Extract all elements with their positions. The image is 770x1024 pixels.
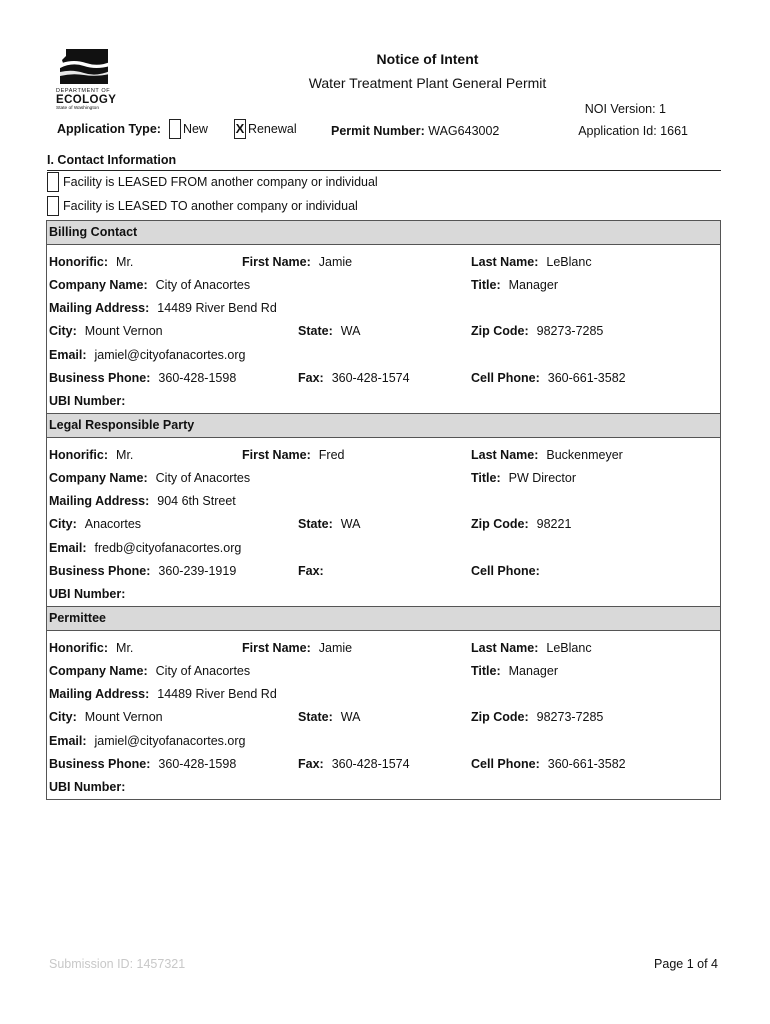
- legal-mailing: 904 6th Street: [157, 494, 236, 508]
- honorific-label: Honorific:: [49, 641, 109, 655]
- page-number: Page 1 of 4: [654, 957, 718, 971]
- billing-cell-phone: 360-661-3582: [547, 371, 626, 385]
- cell-phone-label: Cell Phone:: [471, 564, 540, 578]
- permittee-email: jamiel@cityofanacortes.org: [94, 734, 246, 748]
- honorific-label: Honorific:: [49, 448, 109, 462]
- email-label: Email:: [49, 734, 87, 748]
- billing-state: WA: [340, 324, 361, 338]
- city-label: City:: [49, 710, 77, 724]
- permittee-last-name: LeBlanc: [546, 641, 592, 655]
- billing-company: City of Anacortes: [155, 278, 251, 292]
- new-checkbox[interactable]: [169, 119, 181, 139]
- permittee-email-row: [49, 734, 719, 752]
- billing-mailing-row: [49, 301, 719, 319]
- lease-to-row: [47, 196, 358, 216]
- legal-zip: 98221: [536, 517, 572, 531]
- state-label: State:: [298, 324, 333, 338]
- page-subtitle: Water Treatment Plant General Permit: [308, 75, 547, 91]
- permittee-company-row: [49, 664, 719, 682]
- first-name-label: First Name:: [242, 448, 311, 462]
- section-heading: I. Contact Information: [47, 153, 177, 167]
- billing-fax: 360-428-1574: [331, 371, 410, 385]
- billing-first-name: Jamie: [318, 255, 353, 269]
- logo-name: ECOLOGY: [56, 94, 117, 106]
- last-name-label: Last Name:: [471, 255, 539, 269]
- first-name-label: First Name:: [242, 641, 311, 655]
- ubi-label: UBI Number:: [49, 587, 126, 601]
- billing-email-row: [49, 348, 719, 366]
- permittee-company: City of Anacortes: [155, 664, 251, 678]
- billing-honorific: Mr.: [116, 255, 134, 269]
- zip-label: Zip Code:: [471, 710, 529, 724]
- permittee-phone-row: [49, 757, 719, 775]
- page-title: Notice of Intent: [376, 51, 479, 67]
- city-label: City:: [49, 517, 77, 531]
- contact-table: [46, 220, 721, 800]
- billing-city: Mount Vernon: [84, 324, 163, 338]
- legal-city: Anacortes: [84, 517, 142, 531]
- billing-company-row: [49, 278, 719, 296]
- permittee-city-row: [49, 710, 719, 728]
- business-phone-label: Business Phone:: [49, 757, 151, 771]
- permittee-cell-phone: 360-661-3582: [547, 757, 626, 771]
- title-label: Title:: [471, 278, 501, 292]
- billing-last-name: LeBlanc: [546, 255, 592, 269]
- email-label: Email:: [49, 348, 87, 362]
- company-label: Company Name:: [49, 471, 148, 485]
- noi-version: NOI Version: 1: [584, 102, 666, 116]
- permittee-title: Manager: [508, 664, 558, 678]
- fax-label: Fax:: [298, 371, 324, 385]
- permittee-city: Mount Vernon: [84, 710, 163, 724]
- legal-email: fredb@cityofanacortes.org: [94, 541, 242, 555]
- application-type-row: [57, 118, 297, 140]
- business-phone-label: Business Phone:: [49, 371, 151, 385]
- state-label: State:: [298, 710, 333, 724]
- company-label: Company Name:: [49, 664, 148, 678]
- permit-number-label: Permit Number:: [331, 124, 425, 138]
- legal-party-heading: Legal Responsible Party: [47, 413, 720, 438]
- state-label: State:: [298, 517, 333, 531]
- fax-label: Fax:: [298, 757, 324, 771]
- title-label: Title:: [471, 664, 501, 678]
- permit-number: [331, 124, 499, 138]
- permittee-business-phone: 360-428-1598: [158, 757, 237, 771]
- legal-phone-row: [49, 564, 719, 582]
- billing-email: jamiel@cityofanacortes.org: [94, 348, 246, 362]
- fax-label: Fax:: [298, 564, 324, 578]
- section-divider: [47, 170, 721, 171]
- permittee-fax: 360-428-1574: [331, 757, 410, 771]
- permittee-zip: 98273-7285: [536, 710, 604, 724]
- mailing-label: Mailing Address:: [49, 494, 150, 508]
- legal-company: City of Anacortes: [155, 471, 251, 485]
- legal-first-name: Fred: [318, 448, 345, 462]
- legal-mailing-row: [49, 494, 719, 512]
- application-type-label: Application Type:: [57, 122, 161, 136]
- lease-to-label: Facility is LEASED TO another company or individual: [63, 199, 358, 213]
- title-label: Title:: [471, 471, 501, 485]
- legal-name-row: [49, 448, 719, 466]
- permittee-mailing: 14489 River Bend Rd: [157, 687, 277, 701]
- legal-email-row: [49, 541, 719, 559]
- ubi-label: UBI Number:: [49, 394, 126, 408]
- company-label: Company Name:: [49, 278, 148, 292]
- renewal-checkbox[interactable]: X: [234, 119, 246, 139]
- legal-last-name: Buckenmeyer: [546, 448, 623, 462]
- cell-phone-label: Cell Phone:: [471, 371, 540, 385]
- billing-ubi-row: [49, 394, 719, 412]
- logo-dept-text: DEPARTMENT OF: [56, 88, 111, 94]
- billing-city-row: [49, 324, 719, 342]
- permit-number-value: WAG643002: [428, 124, 500, 138]
- last-name-label: Last Name:: [471, 448, 539, 462]
- honorific-label: Honorific:: [49, 255, 109, 269]
- ubi-label: UBI Number:: [49, 780, 126, 794]
- legal-company-row: [49, 471, 719, 489]
- legal-title: PW Director: [508, 471, 577, 485]
- logo-state-text: State of Washington: [56, 106, 100, 111]
- first-name-label: First Name:: [242, 255, 311, 269]
- legal-business-phone: 360-239-1919: [158, 564, 237, 578]
- permittee-name-row: [49, 641, 719, 659]
- billing-zip: 98273-7285: [536, 324, 604, 338]
- permittee-honorific: Mr.: [116, 641, 134, 655]
- application-id: Application Id: 1661: [578, 124, 688, 138]
- lease-to-checkbox[interactable]: [47, 196, 59, 216]
- city-label: City:: [49, 324, 77, 338]
- new-label: New: [182, 122, 208, 136]
- billing-phone-row: [49, 371, 719, 389]
- cell-phone-label: Cell Phone:: [471, 757, 540, 771]
- legal-ubi-row: [49, 587, 719, 605]
- submission-id: Submission ID: 1457321: [49, 957, 186, 971]
- renewal-label: Renewal: [247, 122, 297, 136]
- lease-from-row: [47, 172, 378, 192]
- mailing-label: Mailing Address:: [49, 301, 150, 315]
- zip-label: Zip Code:: [471, 324, 529, 338]
- lease-from-checkbox[interactable]: [47, 172, 59, 192]
- email-label: Email:: [49, 541, 87, 555]
- mailing-label: Mailing Address:: [49, 687, 150, 701]
- business-phone-label: Business Phone:: [49, 564, 151, 578]
- permittee-mailing-row: [49, 687, 719, 705]
- zip-label: Zip Code:: [471, 517, 529, 531]
- billing-contact-heading: Billing Contact: [47, 220, 720, 245]
- billing-title: Manager: [508, 278, 558, 292]
- billing-name-row: [49, 255, 719, 273]
- billing-mailing: 14489 River Bend Rd: [157, 301, 277, 315]
- permittee-state: WA: [340, 710, 361, 724]
- billing-business-phone: 360-428-1598: [158, 371, 237, 385]
- legal-city-row: [49, 517, 719, 535]
- permittee-ubi-row: [49, 780, 719, 798]
- last-name-label: Last Name:: [471, 641, 539, 655]
- permittee-heading: Permittee: [47, 606, 720, 631]
- legal-honorific: Mr.: [116, 448, 134, 462]
- permittee-first-name: Jamie: [318, 641, 353, 655]
- legal-state: WA: [340, 517, 361, 531]
- lease-from-label: Facility is LEASED FROM another company or individual: [63, 175, 378, 189]
